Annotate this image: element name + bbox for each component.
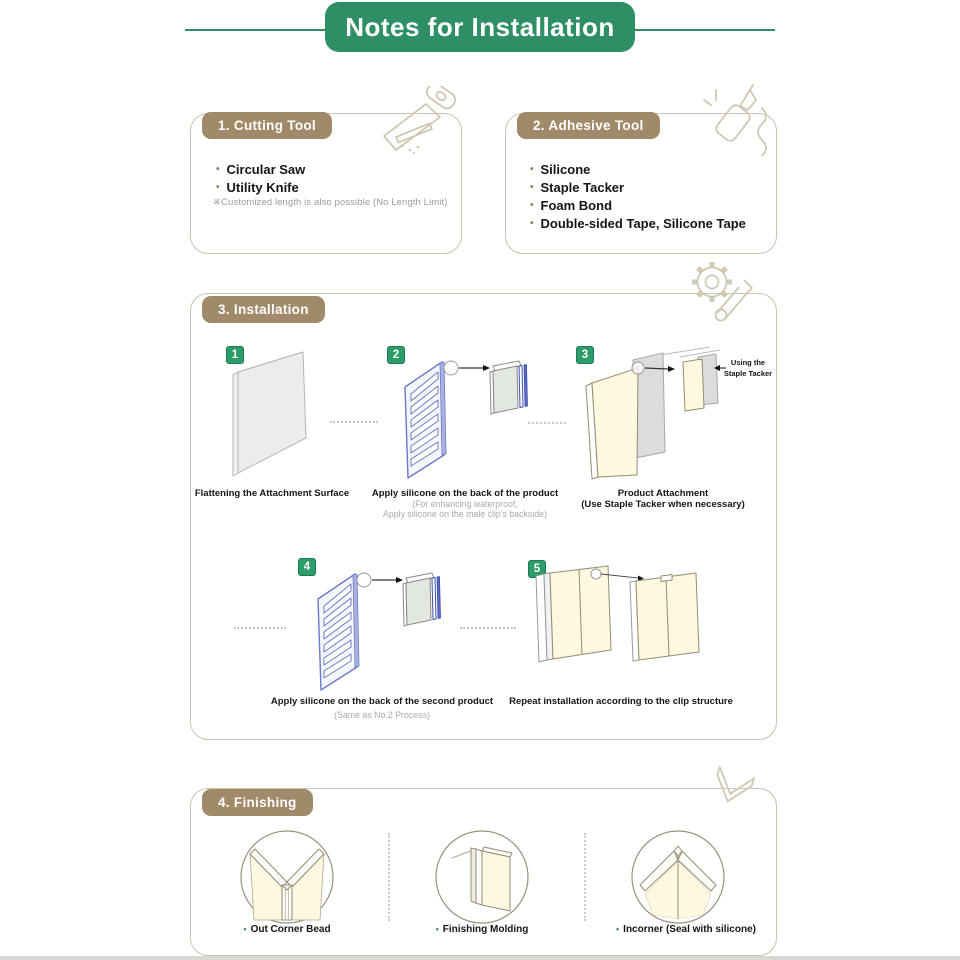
gear-wrench-icon <box>686 258 758 324</box>
cutting-tool-list <box>216 160 305 196</box>
caption-main: Apply silicone on the back of the product <box>371 488 559 499</box>
list-item <box>216 178 305 196</box>
installation-header: 3. Installation <box>202 296 325 323</box>
list-item <box>216 160 305 178</box>
finishing-divider <box>584 833 586 921</box>
step3-caption <box>568 488 758 510</box>
finishing-label-text: Incorner (Seal with silicone) <box>623 924 756 935</box>
staple-tacker-annotation <box>720 357 776 379</box>
list-item <box>530 160 746 178</box>
finishing-label-text: Out Corner Bead <box>250 924 331 935</box>
bullet-icon: • <box>435 924 439 934</box>
bullet-icon: • <box>530 163 534 175</box>
list-item-label: Foam Bond <box>540 197 613 213</box>
bullet-icon: • <box>216 181 220 193</box>
step5-caption: Repeat installation according to the clip structure <box>509 696 733 707</box>
bullet-icon: • <box>616 924 620 934</box>
list-item-label: Circular Saw <box>226 161 306 177</box>
finishing-header: 4. Finishing <box>202 789 313 816</box>
caption-main: (Use Staple Tacker when necessary) <box>581 499 745 510</box>
list-item-label: Silicone <box>540 161 591 177</box>
adhesive-tool-header: 2. Adhesive Tool <box>517 112 660 139</box>
adhesive-tool-list <box>530 160 746 232</box>
list-item-label: Double-sided Tape, Silicone Tape <box>540 215 746 231</box>
finishing-molding-diagram <box>432 827 532 927</box>
step-connector <box>234 627 286 629</box>
annotation-line: Using the <box>730 358 766 367</box>
list-item-label: Utility Knife <box>226 179 299 195</box>
bullet-icon: • <box>530 217 534 229</box>
step-number: 5 <box>528 560 546 578</box>
step2-caption <box>360 488 570 519</box>
bullet-icon: • <box>243 924 247 934</box>
handsaw-icon <box>368 86 460 154</box>
bullet-icon: • <box>530 199 534 211</box>
caption-sub: (Same as No.2 Process) <box>334 710 430 720</box>
caption-sub: (For enhancing waterproof, <box>412 499 518 509</box>
step1-panel-illustration <box>225 345 350 480</box>
finishing-label <box>596 924 776 935</box>
step1-caption: Flattening the Attachment Surface <box>194 488 350 499</box>
page-bottom-edge <box>0 956 960 960</box>
page-title: Notes for Installation <box>325 2 635 52</box>
step-number: 3 <box>576 346 594 364</box>
caption-main: Apply silicone on the back of the second product <box>270 696 494 707</box>
out-corner-bead-diagram <box>237 827 337 927</box>
step3-attachment-illustration <box>568 345 728 485</box>
bullet-icon: • <box>216 163 220 175</box>
caption-sub: Apply silicone on the male clip's backside) <box>382 509 547 519</box>
step4-silicone-illustration <box>298 562 468 694</box>
step2-silicone-illustration <box>385 350 555 482</box>
step-connector <box>460 627 516 629</box>
step4-caption <box>267 696 497 720</box>
step5-repeat-illustration <box>518 560 748 685</box>
silicone-bottle-icon <box>692 84 780 156</box>
step-number: 4 <box>298 558 316 576</box>
finishing-label <box>212 924 362 935</box>
list-item <box>530 196 746 214</box>
caption-main: Product Attachment <box>617 488 709 499</box>
bullet-icon: • <box>530 181 534 193</box>
list-item-label: Staple Tacker <box>540 179 625 195</box>
finishing-divider <box>388 833 390 921</box>
step-number: 1 <box>226 346 244 364</box>
finishing-label-text: Finishing Molding <box>442 924 529 935</box>
cutting-tool-header: 1. Cutting Tool <box>202 112 332 139</box>
list-item <box>530 214 746 232</box>
step-number: 2 <box>387 346 405 364</box>
list-item <box>530 178 746 196</box>
finishing-label <box>407 924 557 935</box>
annotation-line: Staple Tacker <box>723 369 773 378</box>
incorner-diagram <box>628 827 728 927</box>
corner-bead-icon <box>706 760 758 816</box>
cutting-tool-note: ※Customized length is also possible (No Length Limit) <box>213 197 448 208</box>
